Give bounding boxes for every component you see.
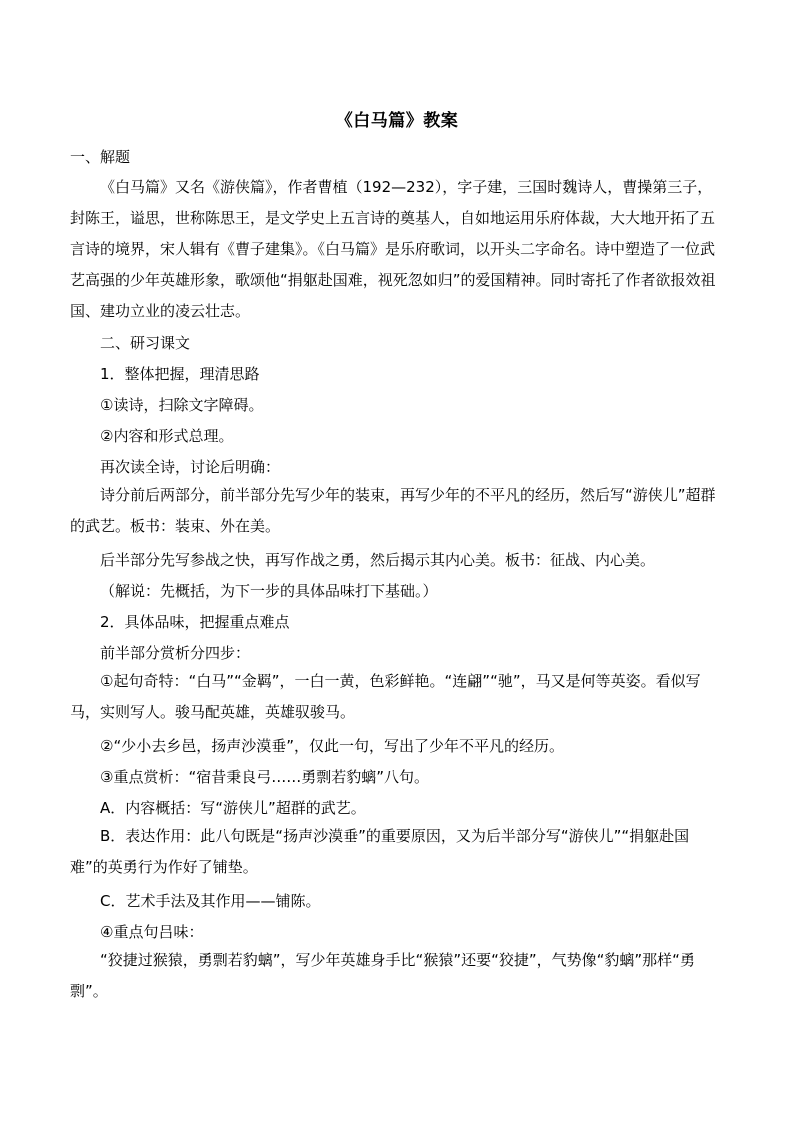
step3-text: ③重点赏析：“宿昔秉良弓……勇剽若豹螭”八句。 <box>100 768 429 786</box>
point-b-paragraph: B．表达作用：此八句既是“扬声沙漠垂”的重要原因，又为后半部分写“游侠儿”“捐躯赴国难”的英勇行为作好了铺垫。 <box>70 827 690 876</box>
item2-heading: 2．具体品味，把握重点难点 <box>100 613 290 631</box>
step1-paragraph: ①起句奇特：“白马”“金羁”，一白一黄，色彩鲜艳。“连翩”“驰”，马又是何等英姿。看似写马，实则写人。骏马配英雄，英雄驭骏马。 <box>70 672 701 721</box>
point-a-text: A．内容概括：写“游侠儿”超群的武艺。 <box>100 799 366 817</box>
point-c-text: C．艺术手法及其作用——铺陈。 <box>100 892 321 910</box>
item1-step-a: ①读诗，扫除文字障碍。 <box>100 396 264 414</box>
step4-text: ④重点句吕味： <box>100 923 204 941</box>
reread-text: 再次读全诗，讨论后明确： <box>100 458 281 476</box>
structure-paragraph: 诗分前后两部分，前半部分先写少年的装束，再写少年的不平凡的经历，然后写“游侠儿”超群的武艺。板书：装束、外在美。 <box>70 486 716 535</box>
second-half-text: 后半部分先写参战之快，再写作战之勇，然后揭示其内心美。板书：征战、内心美。 <box>100 551 656 569</box>
item1-heading: 1．整体把握，理清思路 <box>100 365 260 383</box>
page-title: 《白马篇》教案 <box>335 111 459 131</box>
intro-paragraph: 《白马篇》又名《游侠篇》，作者曹植（192—232），字子建，三国时魏诗人，曹操第三子，封陈王，谥思，世称陈思王，是文学史上五言诗的奠基人，自如地运用乐府体裁，大大地开拓了五言诗的境界，宋人辑有《曹子建集》。《白马篇》是乐府歌词，以开头二字命名。诗中塑造了一位武艺高强的少年英雄形象，歌颂他“捐躯赴国难，视死忽如归”的爱国精神。同时寄托了作者欲报效祖国、建功立业的凌云壮志。 <box>70 178 716 320</box>
item1-step-b: ②内容和形式总理。 <box>100 427 234 445</box>
note-text: （解说：先概括，为下一步的具体品味打下基础。） <box>100 582 438 600</box>
final-paragraph: “狡捷过猴猿，勇剽若豹螭”，写少年英雄身手比“猴猿”还要“狡捷”，气势像“豹螭”那样“勇剽”。 <box>70 951 695 1000</box>
section-heading-study: 二、研习课文 <box>100 334 191 352</box>
first-half-steps: 前半部分赏析分四步： <box>100 644 251 662</box>
section-heading-explanation: 一、解题 <box>70 148 131 166</box>
step2-text: ②“少小去乡邑，扬声沙漠垂”，仅此一句，写出了少年不平凡的经历。 <box>100 737 564 755</box>
